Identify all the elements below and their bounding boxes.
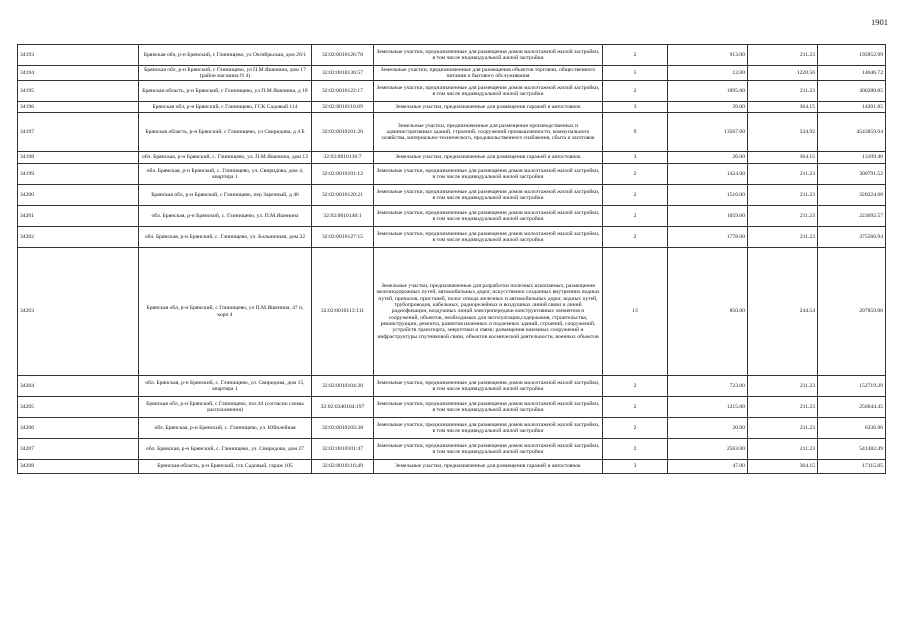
area-cell: 12.00	[668, 66, 748, 81]
area-cell: 723.00	[668, 376, 748, 397]
address-cell: Брянская обл, р-н Брянский, с Глинищево, ул П.М.Яшенина, 47 п, корп 4	[139, 248, 312, 376]
specific-value-cell: 334.92	[748, 113, 818, 152]
cadastral-value-cell: 4543859.64	[818, 113, 886, 152]
cadastral-number-cell: 32:02:0010122:17	[312, 81, 374, 102]
table-row	[18, 227, 886, 248]
permitted-use-cell: Земельные участки, предназначенные для размещения домов малоэтажной жилой застройки, в том числе индивидуальной жилой застройки	[374, 376, 603, 397]
area-cell: 13567.00	[668, 113, 748, 152]
permitted-use-cell: Земельные участки, предназначенные для размещения домов малоэтажной жилой застройки, в том числе индивидуальной жилой застройки	[374, 206, 603, 227]
address-cell: Брянская обл, р-н Брянский, с Глинищево, ул Октябрьская, дом 26/1	[139, 45, 312, 66]
table-row	[18, 248, 886, 376]
use-category-cell: 5	[603, 66, 668, 81]
table-row	[18, 164, 886, 185]
row-number: 34207	[18, 439, 139, 460]
specific-value-cell: 211.23	[748, 45, 818, 66]
cadastral-value-cell: 207859.00	[818, 248, 886, 376]
table-row	[18, 81, 886, 102]
area-cell: 850.00	[668, 248, 748, 376]
permitted-use-cell: Земельные участки, предназначенные для разработки полезных ископаемых, размещения железнодорожных путей, автомобильных дорог, искусственно созданных внутренних водных путей, причалов, пристаней, полос отвода железных и автомобильных дорог, водных путей, трубопроводов, кабельных, радиорелейных и воздушных линий связи и линий радиофикации, воздушных линий электропередачи конструктивных элементов и сооружений, объектов, необходимых для эксплуатации,содержания, строительства, реконструкции, ремонта, развития наземных и подземных зданий, строений, сооружений, устройств транспорта, энергетики и связи; размещения наземных сооружений и инфраструктуры спутниковой связи, объектов космической деятельности, военных объектов	[374, 248, 603, 376]
registry-body	[18, 45, 886, 474]
permitted-use-cell: Земельные участки, предназначенные для размещения домов малоэтажной жилой застройки, в том числе индивидуальной жилой застройки	[374, 227, 603, 248]
use-category-cell: 2	[603, 376, 668, 397]
row-number: 34206	[18, 418, 139, 439]
cadastral-number-cell: 32:02:0010120:21	[312, 185, 374, 206]
table-row	[18, 460, 886, 474]
page-number: 1901	[871, 17, 888, 27]
area-cell: 1424.00	[668, 164, 748, 185]
address-cell: обл. Брянская, р-н Брянский, с. Глинищево, ул. Свиридова, дом 4, квартира 1	[139, 164, 312, 185]
area-cell: 36.00	[668, 152, 748, 164]
row-number: 34194	[18, 66, 139, 81]
cadastral-number-cell: 32:02:0010116:69	[312, 102, 374, 113]
address-cell: обл. Брянская, р-н Брянский, с. Глинищево, ул. П.М.Яшенина, дом 13	[139, 152, 312, 164]
table-row	[18, 185, 886, 206]
row-number: 34193	[18, 45, 139, 66]
use-category-cell: 9	[603, 113, 668, 152]
permitted-use-cell: Земельные участки, предназначенные для размещения домов малоэтажной жилой застройки, в том числе индивидуальной жилой застройки	[374, 164, 603, 185]
cadastral-value-cell: 192852.99	[818, 45, 886, 66]
table-row	[18, 418, 886, 439]
row-number: 34198	[18, 152, 139, 164]
address-cell: обл. Брянская, р-н Брянский, с. Глинищево, ул. Юбилейная	[139, 418, 312, 439]
use-category-cell: 2	[603, 418, 668, 439]
permitted-use-cell: Земельные участки, предназначенные для размещения домов малоэтажной жилой застройки, в том числе индивидуальной жилой застройки	[374, 439, 603, 460]
area-cell: 47.00	[668, 460, 748, 474]
row-number: 34204	[18, 376, 139, 397]
address-cell: обл. Брянская, р-н Брянский, с. Глинищево, ул. П.М.Яшенина	[139, 206, 312, 227]
cadastral-value-cell: 17115.05	[818, 460, 886, 474]
cadastral-value-cell: 256644.45	[818, 397, 886, 418]
permitted-use-cell: Земельные участки, предназначенные для размещения домов малоэтажной жилой застройки, в том числе индивидуальной жилой застройки	[374, 418, 603, 439]
use-category-cell: 2	[603, 439, 668, 460]
table-row	[18, 439, 886, 460]
cadastral-number-cell: 32:02:0010101:47	[312, 439, 374, 460]
row-number: 34202	[18, 227, 139, 248]
cadastral-value-cell: 14201.85	[818, 102, 886, 113]
specific-value-cell: 364.15	[748, 152, 818, 164]
permitted-use-cell: Земельные участки, предназначенные для размещения гаражей и автостоянок	[374, 460, 603, 474]
cadastral-number-cell: 32:02:0010113:111	[312, 248, 374, 376]
cadastral-value-cell: 400280.85	[818, 81, 886, 102]
address-cell: Брянская область, р-н Брянский, с Глинищево, ул Свиридова, д 4 Б	[139, 113, 312, 152]
address-cell: Брянская область, р-н Брянский, с Глинищево, ул П.М.Яшенина, д 18	[139, 81, 312, 102]
table-row	[18, 376, 886, 397]
cadastral-number-cell: 32:02:0010140:1	[312, 206, 374, 227]
use-category-cell: 3	[603, 152, 668, 164]
row-number: 34196	[18, 102, 139, 113]
address-cell: Брянская обл, р-н Брянский, с Глинищево, ГСК Садовый 114	[139, 102, 312, 113]
specific-value-cell: 211.23	[748, 376, 818, 397]
area-cell: 1778.00	[668, 227, 748, 248]
area-cell: 913.00	[668, 45, 748, 66]
cadastral-value-cell: 152719.29	[818, 376, 886, 397]
permitted-use-cell: Земельные участки, предназначенные для размещения объектов торговли, общественного питания и бытового обслуживания	[374, 66, 603, 81]
permitted-use-cell: Земельные участки, предназначенные для размещения производственных и административных зданий, строений, сооружений промышленности, коммунального хозяйства, материально-технического, продовольственного снабжения, сбыта и заготовок	[374, 113, 603, 152]
specific-value-cell: 211.23	[748, 185, 818, 206]
permitted-use-cell: Земельные участки, предназначенные для размещения домов малоэтажной жилой застройки, в том числе индивидуальной жилой застройки	[374, 185, 603, 206]
area-cell: 1215.00	[668, 397, 748, 418]
use-category-cell: 2	[603, 45, 668, 66]
specific-value-cell: 1220.56	[748, 66, 818, 81]
address-cell: Брянская обл, р-н Брянский, с Глинищево, ул П.М.Яшенина, дом 17 (район магазина N 4)	[139, 66, 312, 81]
address-cell: обл. Брянская, р-н Брянский, с. Глинищево, ул. Свиридова, дом 27	[139, 439, 312, 460]
row-number: 34208	[18, 460, 139, 474]
cadastral-value-cell: 320224.68	[818, 185, 886, 206]
use-category-cell: 2	[603, 164, 668, 185]
row-number: 34197	[18, 113, 139, 152]
cadastral-number-cell: 32:02:0010136:57	[312, 66, 374, 81]
cadastral-number-cell: 32:02:0010103:38	[312, 418, 374, 439]
permitted-use-cell: Земельные участки, предназначенные для размещения гаражей и автостоянок	[374, 102, 603, 113]
cadastral-number-cell: 32:02:0010101:20	[312, 113, 374, 152]
use-category-cell: 2	[603, 206, 668, 227]
area-cell: 30.00	[668, 418, 748, 439]
cadastral-number-cell: 32:02:0010126:78	[312, 45, 374, 66]
table-row	[18, 45, 886, 66]
use-category-cell: 2	[603, 185, 668, 206]
use-category-cell: 2	[603, 227, 668, 248]
address-cell: Брянская область, р-н Брянский, гск Садовый, гараж 105	[139, 460, 312, 474]
specific-value-cell: 211.23	[748, 397, 818, 418]
cadastral-registry-table	[17, 44, 886, 474]
cadastral-value-cell: 375566.94	[818, 227, 886, 248]
use-category-cell: 3	[603, 460, 668, 474]
table-row	[18, 397, 886, 418]
cadastral-value-cell: 300791.52	[818, 164, 886, 185]
area-cell: 1516.00	[668, 185, 748, 206]
specific-value-cell: 211.23	[748, 81, 818, 102]
area-cell: 39.00	[668, 102, 748, 113]
area-cell: 1895.00	[668, 81, 748, 102]
permitted-use-cell: Земельные участки, предназначенные для размещения домов малоэтажной жилой застройки, в том числе индивидуальной жилой застройки	[374, 81, 603, 102]
use-category-cell: 2	[603, 397, 668, 418]
table-row	[18, 206, 886, 227]
cadastral-number-cell: 32:02:0010104:20	[312, 376, 374, 397]
table-row	[18, 102, 886, 113]
row-number: 34203	[18, 248, 139, 376]
table-row	[18, 66, 886, 81]
row-number: 34200	[18, 185, 139, 206]
table-row	[18, 113, 886, 152]
area-cell: 2563.00	[668, 439, 748, 460]
table-row	[18, 152, 886, 164]
specific-value-cell: 211.23	[748, 439, 818, 460]
row-number: 34199	[18, 164, 139, 185]
specific-value-cell: 364.15	[748, 460, 818, 474]
cadastral-value-cell: 13109.40	[818, 152, 886, 164]
cadastral-number-cell: 32:02:0010101:12	[312, 164, 374, 185]
use-category-cell: 2	[603, 81, 668, 102]
specific-value-cell: 211.23	[748, 227, 818, 248]
specific-value-cell: 211.23	[748, 164, 818, 185]
address-cell: Брянская обл, р-н Брянский, с Глинищево, пер Заречный, д 46	[139, 185, 312, 206]
row-number: 34201	[18, 206, 139, 227]
area-cell: 1059.00	[668, 206, 748, 227]
row-number: 34205	[18, 397, 139, 418]
specific-value-cell: 211.23	[748, 418, 818, 439]
cadastral-value-cell: 223692.57	[818, 206, 886, 227]
permitted-use-cell: Земельные участки, предназначенные для размещения домов малоэтажной жилой застройки, в том числе индивидуальной жилой застройки	[374, 45, 603, 66]
specific-value-cell: 364.15	[748, 102, 818, 113]
permitted-use-cell: Земельные участки, предназначенные для размещения домов малоэтажной жилой застройки, в том числе индивидуальной жилой застройки	[374, 397, 603, 418]
address-cell: обл. Брянская, р-н Брянский, с. Глинищево, ул. Больничная, дом 22	[139, 227, 312, 248]
specific-value-cell: 244.54	[748, 248, 818, 376]
cadastral-number-cell: 32:02:0010127:15	[312, 227, 374, 248]
row-number: 34195	[18, 81, 139, 102]
address-cell: Брянская обл, р-н Брянский, с Глинищево, поз 44 (согласно схемы расположения)	[139, 397, 312, 418]
use-category-cell: 13	[603, 248, 668, 376]
cadastral-value-cell: 14646.72	[818, 66, 886, 81]
cadastral-number-cell: 32:02:0340104:197	[312, 397, 374, 418]
cadastral-number-cell: 32:02:0010136:7	[312, 152, 374, 164]
use-category-cell: 3	[603, 102, 668, 113]
cadastral-number-cell: 32:02:0010116:49	[312, 460, 374, 474]
cadastral-value-cell: 6336.90	[818, 418, 886, 439]
address-cell: обл. Брянская, р-н Брянский, с. Глинищево, ул. Свиридова, дом 15, квартира 1	[139, 376, 312, 397]
cadastral-value-cell: 541382.49	[818, 439, 886, 460]
permitted-use-cell: Земельные участки, предназначенные для размещения гаражей и автостоянок	[374, 152, 603, 164]
specific-value-cell: 211.23	[748, 206, 818, 227]
